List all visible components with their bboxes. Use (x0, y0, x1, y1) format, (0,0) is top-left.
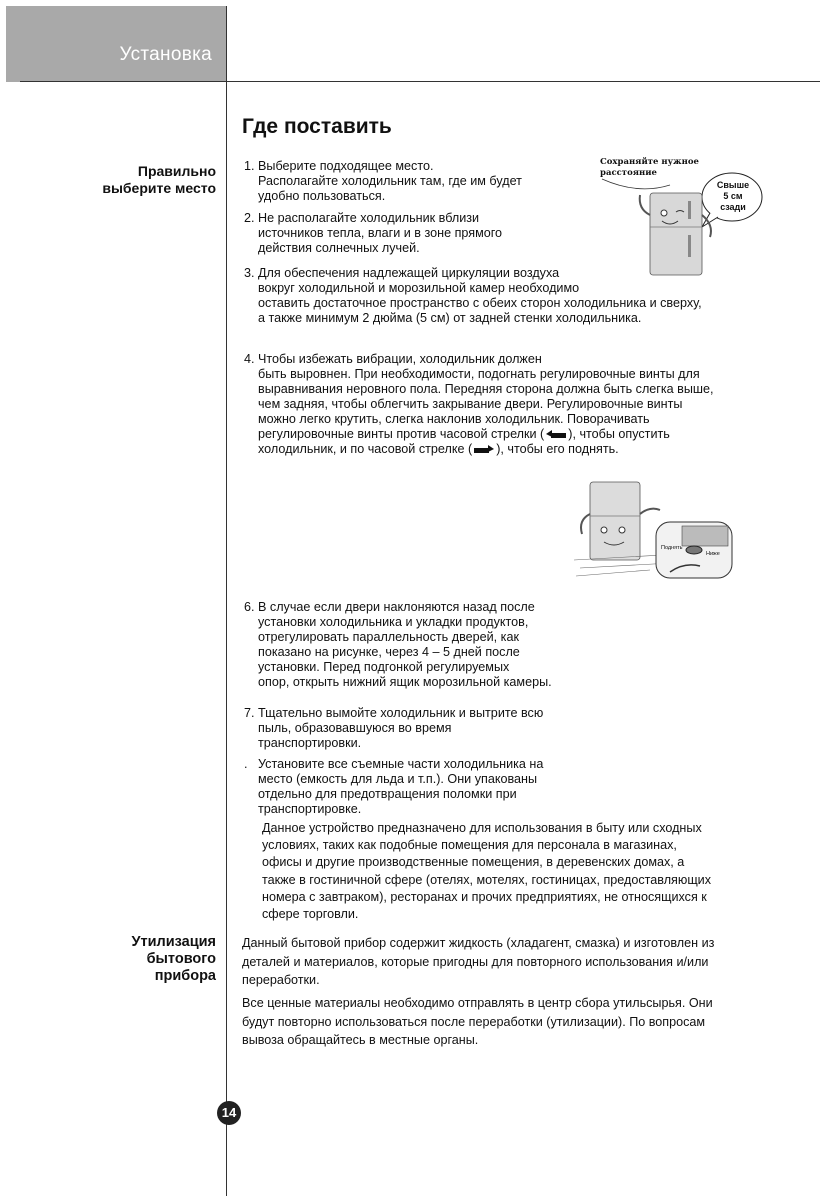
usage-notice: Данное устройство предназначено для использования в быту или сходных условиях, таких как подобные помещения для персонала в магазинах, офисы и другие производственные помещения, в деревенских домах, а также в гостиничной сфере (отелях, мотелях, гостиницах, предоставляющих номера с завтраком), ресторанах и прочих предприятиях, не относящихся к сфере торговли. (262, 821, 712, 922)
disposal-paragraph-1: Данный бытовой прибор содержит жидкость (хладагент, смазка) и изготовлен из деталей и материалов, которые пригодны для повторного использования и/или переработки. (242, 936, 715, 987)
leveling-illustration (570, 474, 735, 586)
header-rule (20, 81, 820, 82)
section-tab (6, 6, 226, 82)
section-tab-label: Установка (119, 44, 212, 65)
list-item: 1. Выберите подходящее место. Располагайте холодильник там, где им будет удобно пользоваться. (244, 159, 522, 203)
page-number: 14 (217, 1101, 241, 1125)
list-item: 6. В случае если двери наклоняются назад после установки холодильника и укладки продуктов, отрегулировать параллельность дверей, как показано на рисунке, через 4 – 5 дней после установки. Перед подгонкой регулируемых опор, открыть нижний ящик морозильной камеры. (244, 600, 552, 689)
sidebar-heading-disposal: Утилизация бытового прибора (131, 934, 216, 984)
raise-label: Поднять (661, 545, 683, 551)
illustration-caption: Сохраняйте нужное расстояние (600, 157, 699, 178)
list-item: 7. Тщательно вымойте холодильник и вытрите всю пыль, образовавшуюся во время транспортировки. (244, 706, 544, 750)
counterclockwise-arrow-icon (544, 430, 568, 439)
leveling-screw-icon (570, 474, 735, 586)
clearance-bubble-text: Свыше 5 см сзади (716, 180, 750, 212)
page-title: Где поставить (242, 115, 392, 138)
fridge-clearance-illustration (598, 155, 768, 285)
disposal-paragraph-2: Все ценные материалы необходимо отправлять в центр сбора утильсырья. Они будут повторно использоваться после переработки (утилизации). По вопросам вывоза обращайтесь в местные органы. (242, 996, 713, 1047)
margin-rule (226, 6, 227, 1196)
list-item: 4. Чтобы избежать вибрации, холодильник должен быть выровнен. При необходимости, подогнать регулировочные винты для выравнивания неровного пола. Передняя сторона должна быть слегка выше, чем задняя, чтобы облегчить закрывание двери. Регулировочные винты можно легко крутить, слегка наклонив холодильник. Поворачивать регулировочные винты против часовой стрелки ( ), чтобы опустить холодильник, и по часовой стрелке ( ), чтобы его поднять. (244, 352, 714, 456)
list-item: 3. Для обеспечения надлежащей циркуляции воздуха вокруг холодильной и морозильной камер необходимо оставить достаточное пространство с обеих сторон холодильника и сверху, а также минимум 2 дюйма (5 см) от задней стенки холодильника. (244, 266, 702, 325)
list-item: . Установите все съемные части холодильника на место (емкость для льда и т.п.). Они упакованы отдельно для предотвращения поломки при транспортировке. (244, 757, 544, 816)
sidebar-heading-placement: Правильно выберите место (102, 163, 216, 196)
clockwise-arrow-icon (472, 445, 496, 454)
lower-label: Ниже (706, 551, 720, 557)
list-item: 2. Не располагайте холодильник вблизи источников тепла, влаги и в зоне прямого действия солнечных лучей. (244, 211, 503, 255)
fridge-mascot-icon (598, 155, 768, 285)
